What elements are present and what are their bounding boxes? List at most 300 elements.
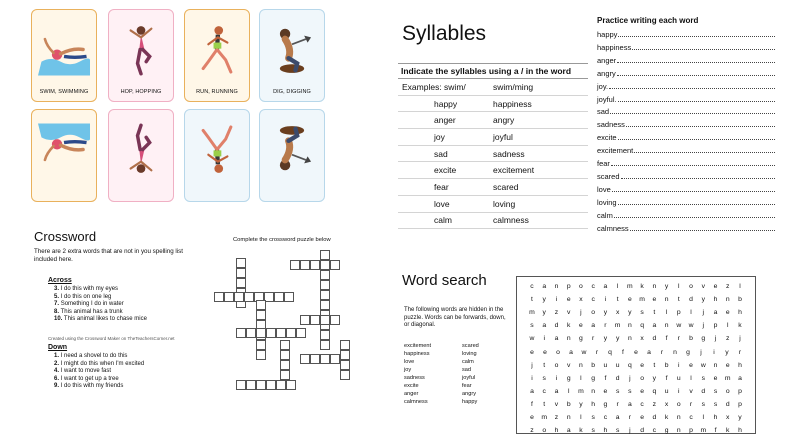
writing-line[interactable]: [626, 126, 775, 127]
wordsearch-letter[interactable]: b: [689, 335, 693, 343]
wordsearch-letter[interactable]: l: [665, 309, 668, 317]
wordsearch-letter[interactable]: c: [689, 413, 693, 421]
wordsearch-letter[interactable]: r: [628, 413, 631, 421]
crossword-cell[interactable]: [310, 315, 320, 325]
wordsearch-letter[interactable]: y: [542, 296, 546, 304]
wordsearch-letter[interactable]: c: [652, 427, 657, 435]
word-list-item: fear: [462, 383, 472, 389]
wordsearch-letter[interactable]: s: [615, 387, 620, 395]
wordsearch-letter[interactable]: h: [713, 413, 718, 421]
wordsearch-letter[interactable]: k: [640, 283, 644, 291]
wordsearch-letter[interactable]: h: [713, 296, 718, 304]
wordsearch-letter[interactable]: h: [554, 427, 559, 435]
wordsearch-letter[interactable]: v: [689, 387, 693, 395]
wordsearch-letter[interactable]: p: [689, 427, 693, 435]
wordsearch-letter[interactable]: o: [640, 374, 644, 382]
wordsearch-letter[interactable]: d: [652, 335, 657, 343]
wordsearch-letter[interactable]: c: [542, 387, 546, 395]
wordsearch-letter[interactable]: j: [531, 361, 533, 369]
wordsearch-letter[interactable]: j: [702, 309, 705, 317]
wordsearch-letter[interactable]: v: [554, 400, 559, 408]
wordsearch-letter[interactable]: o: [676, 400, 681, 408]
wordsearch-letter[interactable]: u: [676, 374, 681, 382]
writing-line[interactable]: [634, 152, 775, 153]
wordsearch-letter[interactable]: i: [531, 374, 533, 382]
wordsearch-letter[interactable]: x: [726, 413, 730, 421]
wordsearch-letter[interactable]: y: [664, 283, 669, 291]
crossword-cell[interactable]: [286, 328, 296, 338]
crossword-cell[interactable]: [234, 292, 244, 302]
wordsearch-letter[interactable]: a: [554, 387, 559, 395]
wordsearch-letter[interactable]: n: [627, 335, 632, 343]
wordsearch-letter[interactable]: e: [634, 348, 638, 356]
word-list-item: anger: [404, 391, 419, 397]
wordsearch-letter[interactable]: e: [579, 322, 583, 330]
wordsearch-letter[interactable]: s: [701, 400, 705, 408]
wordsearch-letter[interactable]: k: [579, 427, 583, 435]
wordsearch-letter[interactable]: s: [628, 387, 632, 395]
wordsearch-letter[interactable]: h: [738, 427, 742, 435]
wordsearch-letter[interactable]: i: [678, 387, 680, 395]
wordsearch-letter[interactable]: n: [566, 335, 571, 343]
writing-line[interactable]: [630, 230, 775, 231]
crossword-cell[interactable]: [330, 315, 340, 325]
wordsearch-letter[interactable]: s: [713, 387, 718, 395]
wordsearch-letter[interactable]: l: [580, 413, 582, 421]
wordsearch-letter[interactable]: q: [608, 348, 612, 356]
wordsearch-letter[interactable]: n: [554, 283, 559, 291]
crossword-cell[interactable]: [276, 380, 286, 390]
crossword-cell[interactable]: [320, 300, 330, 310]
wordsearch-letter[interactable]: l: [726, 322, 729, 330]
wordsearch-letter[interactable]: n: [652, 283, 657, 291]
wordsearch-letter[interactable]: c: [640, 400, 644, 408]
wordsearch-title: Word search: [402, 272, 487, 289]
wordsearch-letter[interactable]: t: [677, 296, 680, 304]
crossword-cell[interactable]: [256, 380, 266, 390]
wordsearch-letter[interactable]: a: [566, 427, 571, 435]
wordsearch-letter[interactable]: y: [628, 309, 632, 317]
crossword-cell[interactable]: [330, 354, 340, 364]
wordsearch-letter[interactable]: a: [554, 335, 559, 343]
wordsearch-letter[interactable]: d: [615, 374, 620, 382]
wordsearch-letter[interactable]: a: [569, 348, 573, 356]
wordsearch-letter[interactable]: i: [555, 374, 558, 382]
wordsearch-letter[interactable]: b: [738, 296, 742, 304]
wordsearch-letter[interactable]: g: [603, 400, 608, 408]
crossword-cell[interactable]: [236, 380, 246, 390]
crossword-cell[interactable]: [224, 292, 234, 302]
wordsearch-letter[interactable]: j: [700, 348, 702, 356]
wordsearch-letter[interactable]: e: [603, 387, 608, 395]
wordsearch-letter[interactable]: e: [689, 361, 693, 369]
wordsearch-letter[interactable]: m: [639, 296, 645, 304]
wordsearch-letter[interactable]: f: [531, 400, 533, 408]
wordsearch-letter[interactable]: w: [581, 348, 587, 356]
wordsearch-letter[interactable]: z: [530, 427, 534, 435]
practice-line: [597, 92, 775, 104]
wordsearch-letter[interactable]: e: [530, 413, 534, 421]
wordsearch-letter[interactable]: l: [690, 309, 692, 317]
wordsearch-letter[interactable]: b: [664, 361, 669, 369]
wordsearch-letter[interactable]: k: [726, 427, 730, 435]
wordsearch-letter[interactable]: z: [652, 400, 657, 408]
wordsearch-letter[interactable]: i: [604, 296, 607, 304]
wordsearch-letter[interactable]: s: [591, 413, 595, 421]
crossword-grid-title: Complete the crossword puzzle below: [233, 237, 331, 243]
writing-line[interactable]: [610, 113, 775, 114]
clue-number: 4.: [54, 368, 60, 375]
wordsearch-letter[interactable]: i: [713, 348, 715, 356]
wordsearch-letter[interactable]: n: [627, 322, 632, 330]
crossword-cell[interactable]: [310, 260, 320, 270]
wordsearch-letter[interactable]: z: [726, 335, 730, 343]
wordsearch-letter[interactable]: a: [530, 387, 534, 395]
wordsearch-letter[interactable]: h: [603, 427, 608, 435]
wordsearch-letter[interactable]: d: [725, 400, 730, 408]
wordsearch-letter[interactable]: a: [647, 348, 651, 356]
wordsearch-letter[interactable]: r: [660, 348, 664, 356]
wordsearch-letter[interactable]: a: [591, 322, 596, 330]
wordsearch-letter[interactable]: o: [591, 309, 596, 317]
wordsearch-letter[interactable]: o: [554, 361, 559, 369]
word-list-item: happiness: [404, 351, 430, 357]
wordsearch-letter[interactable]: w: [529, 335, 535, 343]
wordsearch-letter[interactable]: n: [725, 296, 730, 304]
wordsearch-letter[interactable]: a: [542, 322, 547, 330]
flashcard: [184, 109, 250, 202]
wordsearch-letter[interactable]: i: [555, 296, 558, 304]
wordsearch-letter[interactable]: e: [530, 348, 534, 356]
wordsearch-letter[interactable]: y: [603, 335, 608, 343]
wordsearch-letter[interactable]: e: [543, 348, 547, 356]
wordsearch-letter[interactable]: o: [556, 348, 560, 356]
flashcard: [259, 9, 325, 102]
wordsearch-letter[interactable]: a: [603, 283, 608, 291]
wordsearch-letter[interactable]: d: [652, 413, 657, 421]
wordsearch-letter[interactable]: r: [738, 348, 742, 356]
wordsearch-letter[interactable]: v: [567, 361, 571, 369]
writing-line[interactable]: [612, 191, 775, 192]
crossword-cell[interactable]: [340, 370, 350, 380]
wordsearch-letter[interactable]: t: [543, 361, 546, 369]
wordsearch-letter[interactable]: s: [713, 400, 718, 408]
wordsearch-letter[interactable]: b: [591, 361, 596, 369]
wordsearch-letter[interactable]: h: [738, 309, 742, 317]
wordsearch-letter[interactable]: y: [615, 335, 620, 343]
wordsearch-letter[interactable]: z: [554, 413, 559, 421]
wordsearch-letter[interactable]: n: [673, 348, 677, 356]
crossword-cell[interactable]: [320, 250, 330, 260]
wordsearch-letter[interactable]: y: [579, 400, 583, 408]
crossword-cell[interactable]: [236, 278, 246, 288]
wordsearch-letter[interactable]: e: [652, 296, 657, 304]
crossword-cell[interactable]: [340, 340, 350, 350]
writing-line[interactable]: [614, 217, 775, 218]
wordsearch-letter[interactable]: p: [713, 322, 718, 330]
writing-line[interactable]: [632, 49, 775, 50]
crossword-cell[interactable]: [266, 328, 276, 338]
wordsearch-letter[interactable]: y: [542, 309, 546, 317]
wordsearch-letter[interactable]: n: [664, 322, 669, 330]
crossword-cell[interactable]: [320, 280, 330, 290]
wordsearch-letter[interactable]: o: [689, 283, 693, 291]
writing-line[interactable]: [618, 139, 775, 140]
wordsearch-letter[interactable]: t: [616, 296, 619, 304]
wordsearch-letter[interactable]: r: [595, 348, 599, 356]
wordsearch-letter[interactable]: t: [531, 296, 533, 304]
wordsearch-letter[interactable]: s: [640, 309, 644, 317]
wordsearch-letter[interactable]: l: [702, 413, 705, 421]
wordsearch-letter[interactable]: w: [688, 322, 694, 330]
clue-number: 2.: [54, 360, 60, 367]
wordsearch-letter[interactable]: j: [580, 309, 582, 317]
crossword-cell[interactable]: [320, 290, 330, 300]
crossword-cell[interactable]: [256, 300, 266, 310]
wordsearch-letter[interactable]: p: [566, 283, 571, 291]
wordsearch-letter[interactable]: p: [738, 387, 742, 395]
wordsearch-letter[interactable]: a: [542, 283, 547, 291]
wordsearch-letter[interactable]: o: [542, 427, 547, 435]
wordsearch-letter[interactable]: z: [726, 283, 730, 291]
wordsearch-letter[interactable]: y: [652, 374, 657, 382]
wordsearch-letter[interactable]: t: [653, 361, 656, 369]
crossword-cell[interactable]: [320, 340, 330, 350]
crossword-cell[interactable]: [280, 350, 290, 360]
wordsearch-letter[interactable]: f: [665, 374, 668, 382]
wordsearch-letter[interactable]: g: [591, 374, 596, 382]
wordsearch-letter[interactable]: x: [664, 400, 669, 408]
wordsearch-letter[interactable]: j: [629, 427, 631, 435]
wordsearch-letter[interactable]: q: [640, 322, 644, 330]
wordsearch-letter[interactable]: e: [640, 361, 644, 369]
crossword-cell[interactable]: [300, 260, 310, 270]
wordsearch-letter[interactable]: r: [677, 335, 680, 343]
wordsearch-letter[interactable]: f: [604, 374, 607, 382]
wordsearch-letter[interactable]: o: [579, 283, 583, 291]
wordsearch-letter[interactable]: j: [739, 335, 741, 343]
wordsearch-letter[interactable]: n: [713, 361, 718, 369]
wordsearch-letter[interactable]: r: [604, 322, 607, 330]
crossword-cell[interactable]: [320, 260, 330, 270]
wordsearch-letter[interactable]: s: [530, 322, 534, 330]
crossword-cell[interactable]: [236, 328, 246, 338]
writing-line[interactable]: [617, 62, 775, 63]
crossword-cell[interactable]: [214, 292, 224, 302]
crossword-cell[interactable]: [274, 292, 284, 302]
writing-line[interactable]: [618, 36, 775, 37]
wordsearch-letter[interactable]: m: [529, 309, 535, 317]
wordsearch-letter[interactable]: d: [701, 387, 706, 395]
crossword-cell[interactable]: [246, 380, 256, 390]
clue-item: [54, 368, 144, 376]
wordsearch-letter[interactable]: x: [615, 309, 620, 317]
wordsearch-letter[interactable]: f: [714, 427, 717, 435]
wordsearch-letter[interactable]: s: [701, 374, 705, 382]
wordsearch-letter[interactable]: s: [542, 374, 546, 382]
wordsearch-letter[interactable]: l: [678, 283, 680, 291]
wordsearch-letter[interactable]: g: [664, 427, 669, 435]
writing-line[interactable]: [611, 165, 775, 166]
wordsearch-letter[interactable]: b: [566, 400, 571, 408]
wordsearch-letter[interactable]: h: [738, 361, 742, 369]
crossword-cell[interactable]: [280, 370, 290, 380]
wordsearch-letter[interactable]: k: [738, 322, 742, 330]
wordsearch-letter[interactable]: y: [738, 413, 742, 421]
wordsearch-letter[interactable]: h: [591, 400, 596, 408]
wordsearch-letter[interactable]: x: [640, 335, 644, 343]
wordsearch-letter[interactable]: v: [567, 309, 571, 317]
wordsearch-letter[interactable]: v: [701, 283, 705, 291]
wordsearch-letter[interactable]: d: [689, 296, 693, 304]
wordsearch-letter[interactable]: l: [690, 374, 692, 382]
wordsearch-letter[interactable]: p: [676, 309, 681, 317]
wordsearch-letter[interactable]: d: [640, 427, 644, 435]
wordsearch-letter[interactable]: n: [664, 296, 669, 304]
wordsearch-letter[interactable]: l: [580, 374, 582, 382]
wordsearch-letter[interactable]: g: [686, 348, 690, 356]
crossword-cell[interactable]: [256, 340, 266, 350]
wordsearch-letter[interactable]: a: [615, 413, 620, 421]
wordsearch-letter[interactable]: m: [614, 322, 621, 330]
wordsearch-letter[interactable]: i: [543, 335, 545, 343]
crossword-cell[interactable]: [236, 258, 246, 268]
wordsearch-letter[interactable]: t: [653, 309, 656, 317]
wordsearch-letter[interactable]: g: [701, 335, 706, 343]
wordsearch-letter[interactable]: a: [738, 374, 742, 382]
wordsearch-letter[interactable]: c: [591, 296, 595, 304]
wordsearch-letter[interactable]: m: [724, 374, 731, 382]
wordsearch-letter[interactable]: a: [652, 322, 657, 330]
wordsearch-letter[interactable]: r: [616, 400, 619, 408]
crossword-cell[interactable]: [284, 292, 294, 302]
crossword-cell[interactable]: [256, 350, 266, 360]
crossword-cell[interactable]: [280, 360, 290, 370]
crossword-cell[interactable]: [300, 315, 310, 325]
wordsearch-letter[interactable]: x: [579, 296, 583, 304]
wordsearch-letter[interactable]: r: [592, 335, 595, 343]
wordsearch-letter[interactable]: u: [603, 361, 608, 369]
wordsearch-letter[interactable]: a: [713, 309, 718, 317]
crossword-cell[interactable]: [236, 268, 246, 278]
crossword-cell[interactable]: [296, 328, 306, 338]
wordsearch-letter[interactable]: j: [629, 374, 631, 382]
crossword-cell[interactable]: [280, 340, 290, 350]
crossword-cell[interactable]: [266, 380, 276, 390]
word-list-item: sad: [462, 367, 472, 373]
wordsearch-letter[interactable]: j: [714, 335, 717, 343]
wordsearch-letter[interactable]: l: [567, 387, 570, 395]
wordsearch-letter[interactable]: e: [713, 374, 718, 382]
wordsearch-letter[interactable]: e: [640, 387, 644, 395]
wordsearch-letter[interactable]: f: [665, 335, 668, 343]
wordsearch-letter[interactable]: m: [627, 283, 633, 291]
writing-line[interactable]: [618, 204, 775, 205]
crossword-cell[interactable]: [300, 354, 310, 364]
wordsearch-letter[interactable]: p: [738, 400, 742, 408]
wordsearch-letter[interactable]: n: [591, 387, 596, 395]
crossword-cell[interactable]: [320, 270, 330, 280]
writing-line[interactable]: [617, 75, 775, 76]
wordsearch-letter[interactable]: q: [627, 361, 632, 369]
writing-line[interactable]: [618, 101, 775, 102]
crossword-cell[interactable]: [286, 380, 296, 390]
crossword-cell[interactable]: [246, 328, 256, 338]
wordsearch-letter[interactable]: c: [603, 413, 608, 421]
wordsearch-letter[interactable]: o: [725, 387, 730, 395]
wordsearch-letter[interactable]: e: [713, 283, 718, 291]
wordsearch-letter[interactable]: k: [664, 413, 669, 421]
wordsearch-letter[interactable]: e: [627, 296, 632, 304]
wordsearch-letter[interactable]: c: [591, 283, 595, 291]
wordsearch-letter[interactable]: n: [579, 361, 583, 369]
wordsearch-letter[interactable]: s: [591, 427, 595, 435]
crossword-cell[interactable]: [244, 292, 254, 302]
writing-line[interactable]: [621, 178, 775, 179]
wordsearch-letter[interactable]: a: [627, 400, 632, 408]
crossword-cell[interactable]: [276, 328, 286, 338]
wordsearch-letter[interactable]: m: [578, 387, 584, 395]
wordsearch-letter[interactable]: m: [700, 427, 707, 435]
wordsearch-letter[interactable]: n: [676, 413, 681, 421]
wordsearch-letter[interactable]: n: [676, 427, 681, 435]
wordsearch-letter[interactable]: k: [567, 322, 571, 330]
crossword-cell[interactable]: [256, 310, 266, 320]
wordsearch-letter[interactable]: l: [739, 283, 741, 291]
wordsearch-letter[interactable]: g: [566, 374, 571, 382]
wordsearch-letter[interactable]: e: [566, 296, 571, 304]
wordsearch-letter[interactable]: c: [530, 283, 534, 291]
wordsearch-letter[interactable]: e: [640, 413, 644, 421]
crossword-cell[interactable]: [256, 328, 266, 338]
wordsearch-letter[interactable]: m: [541, 413, 548, 421]
wordsearch-letter[interactable]: e: [725, 361, 730, 369]
wordsearch-letter[interactable]: f: [622, 348, 624, 356]
wordsearch-letter[interactable]: s: [615, 427, 620, 435]
wordsearch-letter[interactable]: w: [676, 322, 682, 330]
wordsearch-letter[interactable]: t: [543, 400, 546, 408]
crossword-cell[interactable]: [330, 260, 340, 270]
crossword-cell[interactable]: [290, 260, 300, 270]
wordsearch-row: [517, 332, 755, 345]
wordsearch-letter[interactable]: i: [678, 361, 680, 369]
crossword-cell[interactable]: [320, 330, 330, 340]
wordsearch-letter[interactable]: z: [554, 309, 559, 317]
crossword-cell[interactable]: [340, 360, 350, 370]
wordsearch-letter[interactable]: r: [689, 400, 693, 408]
wordsearch-letter[interactable]: y: [725, 348, 729, 356]
wordsearch-letter[interactable]: n: [566, 413, 571, 421]
crossword-cell[interactable]: [310, 354, 320, 364]
practice-line: [597, 182, 775, 194]
writing-line[interactable]: [609, 88, 775, 89]
wordsearch-letter[interactable]: u: [615, 361, 620, 369]
crossword-cell[interactable]: [340, 350, 350, 360]
crossword-cell[interactable]: [320, 354, 330, 364]
wordsearch-letter[interactable]: u: [664, 387, 669, 395]
wordsearch-letter[interactable]: y: [701, 296, 705, 304]
wordsearch-letter[interactable]: y: [603, 309, 608, 317]
wordsearch-letter[interactable]: w: [700, 361, 706, 369]
wordsearch-letter[interactable]: d: [554, 322, 559, 330]
wordsearch-letter[interactable]: e: [725, 309, 730, 317]
crossword-cell[interactable]: [320, 315, 330, 325]
wordsearch-letter[interactable]: l: [616, 283, 619, 291]
wordsearch-letter[interactable]: g: [579, 335, 583, 343]
wordsearch-letter[interactable]: q: [652, 387, 657, 395]
flashcard: [184, 9, 250, 102]
wordsearch-letter[interactable]: j: [702, 322, 705, 330]
